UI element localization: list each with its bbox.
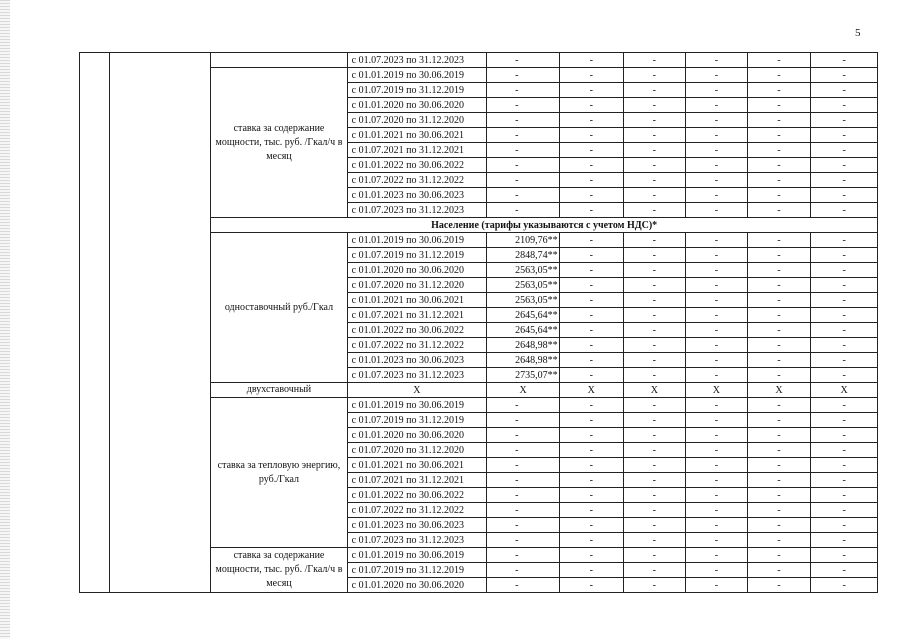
period-cell: с 01.07.2020 по 31.12.2020 bbox=[347, 113, 486, 128]
value-cell: - bbox=[811, 563, 878, 578]
value-cell: - bbox=[686, 323, 748, 338]
value-cell: - bbox=[747, 353, 811, 368]
value-cell: - bbox=[686, 203, 748, 218]
value-cell: 2109,76** bbox=[487, 233, 560, 248]
period-cell: с 01.01.2019 по 30.06.2019 bbox=[347, 233, 486, 248]
value-cell: - bbox=[623, 428, 686, 443]
value-cell: - bbox=[811, 533, 878, 548]
period-cell: с 01.01.2023 по 30.06.2023 bbox=[347, 188, 486, 203]
value-cell: - bbox=[747, 263, 811, 278]
parameter-label: ставка за содержание мощности, тыс. руб. /Гкал/ч в месяц bbox=[211, 548, 347, 593]
period-cell: с 01.07.2023 по 31.12.2023 bbox=[347, 368, 486, 383]
value-cell: - bbox=[811, 488, 878, 503]
value-cell: - bbox=[623, 143, 686, 158]
value-cell: - bbox=[811, 353, 878, 368]
value-cell: - bbox=[559, 548, 623, 563]
value-cell: - bbox=[747, 308, 811, 323]
value-cell: - bbox=[747, 143, 811, 158]
value-cell: - bbox=[487, 53, 560, 68]
value-cell: - bbox=[623, 68, 686, 83]
value-cell: - bbox=[559, 473, 623, 488]
value-cell: - bbox=[623, 368, 686, 383]
value-cell: - bbox=[811, 398, 878, 413]
value-cell: - bbox=[747, 188, 811, 203]
value-cell: - bbox=[559, 83, 623, 98]
period-cell: с 01.01.2019 по 30.06.2019 bbox=[347, 68, 486, 83]
value-cell: - bbox=[811, 173, 878, 188]
value-cell: - bbox=[623, 53, 686, 68]
value-cell: - bbox=[811, 143, 878, 158]
value-cell: - bbox=[811, 68, 878, 83]
period-cell: с 01.01.2022 по 30.06.2022 bbox=[347, 323, 486, 338]
value-cell: - bbox=[811, 83, 878, 98]
value-cell: - bbox=[559, 263, 623, 278]
value-cell: - bbox=[487, 458, 560, 473]
period-cell: с 01.01.2019 по 30.06.2019 bbox=[347, 548, 486, 563]
value-cell: - bbox=[747, 53, 811, 68]
value-cell: - bbox=[747, 398, 811, 413]
value-cell: - bbox=[811, 503, 878, 518]
value-cell: - bbox=[686, 443, 748, 458]
period-cell: с 01.01.2021 по 30.06.2021 bbox=[347, 458, 486, 473]
value-cell: - bbox=[686, 473, 748, 488]
value-cell: - bbox=[811, 368, 878, 383]
value-cell: - bbox=[747, 158, 811, 173]
value-cell: - bbox=[559, 173, 623, 188]
value-cell: 2563,05** bbox=[487, 278, 560, 293]
value-cell: 2848,74** bbox=[487, 248, 560, 263]
value-cell: - bbox=[623, 278, 686, 293]
period-cell: с 01.07.2021 по 31.12.2021 bbox=[347, 143, 486, 158]
value-cell: - bbox=[811, 578, 878, 593]
value-cell: - bbox=[559, 443, 623, 458]
value-cell: - bbox=[686, 188, 748, 203]
value-cell: - bbox=[811, 53, 878, 68]
value-cell: - bbox=[559, 488, 623, 503]
value-cell: - bbox=[487, 98, 560, 113]
value-cell: - bbox=[811, 428, 878, 443]
period-cell: с 01.07.2019 по 31.12.2019 bbox=[347, 563, 486, 578]
period-cell: с 01.01.2023 по 30.06.2023 bbox=[347, 518, 486, 533]
value-cell: - bbox=[487, 158, 560, 173]
value-cell: - bbox=[686, 563, 748, 578]
value-cell: - bbox=[487, 128, 560, 143]
value-cell: - bbox=[747, 203, 811, 218]
value-cell: - bbox=[559, 113, 623, 128]
period-cell: с 01.01.2022 по 30.06.2022 bbox=[347, 158, 486, 173]
value-cell: - bbox=[623, 443, 686, 458]
value-cell: - bbox=[747, 233, 811, 248]
value-cell: X bbox=[559, 383, 623, 398]
value-cell: - bbox=[559, 308, 623, 323]
value-cell: 2735,07** bbox=[487, 368, 560, 383]
table-body bbox=[80, 53, 878, 593]
period-cell: с 01.01.2020 по 30.06.2020 bbox=[347, 263, 486, 278]
value-cell: - bbox=[686, 398, 748, 413]
period-cell: с 01.01.2020 по 30.06.2020 bbox=[347, 428, 486, 443]
value-cell: - bbox=[747, 98, 811, 113]
value-cell: - bbox=[686, 158, 748, 173]
value-cell: 2563,05** bbox=[487, 293, 560, 308]
value-cell: - bbox=[623, 398, 686, 413]
period-cell: с 01.01.2022 по 30.06.2022 bbox=[347, 488, 486, 503]
value-cell: - bbox=[811, 323, 878, 338]
parameter-label: ставка за содержание мощности, тыс. руб. /Гкал/ч в месяц bbox=[211, 68, 347, 218]
value-cell: - bbox=[747, 173, 811, 188]
value-cell: - bbox=[811, 113, 878, 128]
value-cell: - bbox=[747, 458, 811, 473]
value-cell: - bbox=[686, 413, 748, 428]
value-cell: - bbox=[559, 323, 623, 338]
value-cell: - bbox=[559, 188, 623, 203]
value-cell: X bbox=[811, 383, 878, 398]
value-cell: - bbox=[686, 128, 748, 143]
value-cell: - bbox=[747, 338, 811, 353]
value-cell: - bbox=[559, 503, 623, 518]
value-cell: - bbox=[487, 533, 560, 548]
value-cell: - bbox=[623, 488, 686, 503]
value-cell: - bbox=[747, 533, 811, 548]
value-cell: - bbox=[623, 473, 686, 488]
value-cell: - bbox=[811, 278, 878, 293]
value-cell: - bbox=[487, 413, 560, 428]
period-cell: с 01.01.2020 по 30.06.2020 bbox=[347, 98, 486, 113]
value-cell: - bbox=[747, 503, 811, 518]
value-cell: - bbox=[747, 323, 811, 338]
period-cell: с 01.07.2022 по 31.12.2022 bbox=[347, 503, 486, 518]
period-cell: с 01.07.2020 по 31.12.2020 bbox=[347, 278, 486, 293]
value-cell: - bbox=[487, 578, 560, 593]
value-cell: - bbox=[747, 113, 811, 128]
value-cell: - bbox=[487, 503, 560, 518]
value-cell: - bbox=[686, 488, 748, 503]
value-cell: 2645,64** bbox=[487, 323, 560, 338]
value-cell: - bbox=[747, 548, 811, 563]
value-cell: - bbox=[686, 548, 748, 563]
value-cell: - bbox=[686, 278, 748, 293]
value-cell: - bbox=[559, 293, 623, 308]
value-cell: - bbox=[747, 443, 811, 458]
value-cell: - bbox=[559, 203, 623, 218]
value-cell: - bbox=[487, 398, 560, 413]
value-cell: - bbox=[811, 233, 878, 248]
value-cell: - bbox=[623, 503, 686, 518]
value-cell: - bbox=[623, 563, 686, 578]
value-cell: - bbox=[747, 563, 811, 578]
organization-column bbox=[109, 53, 211, 593]
value-cell: - bbox=[487, 518, 560, 533]
value-cell: - bbox=[747, 83, 811, 98]
value-cell: - bbox=[559, 143, 623, 158]
value-cell: - bbox=[559, 53, 623, 68]
value-cell: X bbox=[487, 383, 560, 398]
value-cell: - bbox=[811, 203, 878, 218]
value-cell: - bbox=[686, 338, 748, 353]
period-cell: с 01.07.2021 по 31.12.2021 bbox=[347, 308, 486, 323]
section-title: Население (тарифы указываются с учетом НДС)* bbox=[211, 218, 878, 233]
value-cell: - bbox=[811, 458, 878, 473]
value-cell: - bbox=[811, 338, 878, 353]
value-cell: - bbox=[686, 83, 748, 98]
value-cell: - bbox=[623, 353, 686, 368]
value-cell: 2648,98** bbox=[487, 338, 560, 353]
period-cell: с 01.07.2022 по 31.12.2022 bbox=[347, 173, 486, 188]
value-cell: - bbox=[559, 578, 623, 593]
period-cell: с 01.07.2019 по 31.12.2019 bbox=[347, 83, 486, 98]
value-cell: - bbox=[487, 68, 560, 83]
value-cell: - bbox=[559, 338, 623, 353]
value-cell: - bbox=[811, 293, 878, 308]
value-cell: - bbox=[811, 158, 878, 173]
period-cell: с 01.07.2020 по 31.12.2020 bbox=[347, 443, 486, 458]
value-cell: - bbox=[559, 158, 623, 173]
parameter-label: двухставочный bbox=[211, 383, 347, 398]
value-cell: - bbox=[559, 248, 623, 263]
value-cell: - bbox=[623, 518, 686, 533]
value-cell: - bbox=[686, 233, 748, 248]
value-cell: - bbox=[559, 413, 623, 428]
scan-edge bbox=[0, 0, 10, 639]
table-row bbox=[80, 53, 878, 68]
value-cell: - bbox=[747, 278, 811, 293]
value-cell: X bbox=[623, 383, 686, 398]
value-cell: - bbox=[623, 338, 686, 353]
value-cell: 2645,64** bbox=[487, 308, 560, 323]
value-cell: - bbox=[623, 128, 686, 143]
value-cell: - bbox=[811, 98, 878, 113]
value-cell: - bbox=[747, 518, 811, 533]
value-cell: - bbox=[559, 233, 623, 248]
page-number: 5 bbox=[855, 27, 861, 39]
value-cell: - bbox=[487, 428, 560, 443]
value-cell: - bbox=[487, 188, 560, 203]
value-cell: - bbox=[623, 188, 686, 203]
value-cell: - bbox=[487, 548, 560, 563]
value-cell: - bbox=[559, 368, 623, 383]
value-cell: - bbox=[686, 173, 748, 188]
value-cell: - bbox=[747, 473, 811, 488]
value-cell: - bbox=[686, 53, 748, 68]
value-cell: - bbox=[686, 578, 748, 593]
value-cell: - bbox=[623, 548, 686, 563]
value-cell: - bbox=[623, 248, 686, 263]
parameter-label bbox=[211, 53, 347, 68]
period-cell: с 01.01.2021 по 30.06.2021 bbox=[347, 293, 486, 308]
value-cell: - bbox=[811, 548, 878, 563]
value-cell: - bbox=[559, 458, 623, 473]
value-cell: - bbox=[686, 113, 748, 128]
value-cell: - bbox=[623, 158, 686, 173]
value-cell: - bbox=[747, 368, 811, 383]
value-cell: - bbox=[747, 68, 811, 83]
value-cell: - bbox=[747, 488, 811, 503]
parameter-label: ставка за тепловую энергию, руб./Гкал bbox=[211, 398, 347, 548]
value-cell: - bbox=[623, 263, 686, 278]
value-cell: - bbox=[487, 443, 560, 458]
value-cell: - bbox=[811, 248, 878, 263]
value-cell: - bbox=[487, 203, 560, 218]
value-cell: - bbox=[686, 533, 748, 548]
value-cell: - bbox=[559, 278, 623, 293]
value-cell: - bbox=[686, 98, 748, 113]
value-cell: - bbox=[559, 98, 623, 113]
value-cell: - bbox=[686, 503, 748, 518]
value-cell: - bbox=[686, 308, 748, 323]
value-cell: - bbox=[686, 263, 748, 278]
value-cell: - bbox=[623, 533, 686, 548]
value-cell: - bbox=[686, 368, 748, 383]
value-cell: - bbox=[623, 413, 686, 428]
value-cell: - bbox=[559, 128, 623, 143]
period-cell: с 01.07.2019 по 31.12.2019 bbox=[347, 248, 486, 263]
value-cell: - bbox=[811, 263, 878, 278]
value-cell: - bbox=[747, 578, 811, 593]
period-cell: с 01.07.2021 по 31.12.2021 bbox=[347, 473, 486, 488]
value-cell: - bbox=[747, 128, 811, 143]
value-cell: - bbox=[686, 458, 748, 473]
value-cell: - bbox=[623, 323, 686, 338]
value-cell: X bbox=[747, 383, 811, 398]
value-cell: - bbox=[686, 518, 748, 533]
value-cell: - bbox=[623, 458, 686, 473]
value-cell: - bbox=[686, 143, 748, 158]
value-cell: - bbox=[747, 248, 811, 263]
value-cell: - bbox=[747, 428, 811, 443]
value-cell: 2648,98** bbox=[487, 353, 560, 368]
period-cell: X bbox=[347, 383, 486, 398]
value-cell: - bbox=[811, 473, 878, 488]
value-cell: - bbox=[623, 308, 686, 323]
tariff-table bbox=[79, 52, 878, 593]
value-cell: - bbox=[487, 143, 560, 158]
value-cell: - bbox=[811, 308, 878, 323]
value-cell: - bbox=[487, 488, 560, 503]
period-cell: с 01.01.2019 по 30.06.2019 bbox=[347, 398, 486, 413]
value-cell: - bbox=[559, 68, 623, 83]
value-cell: - bbox=[623, 173, 686, 188]
value-cell: - bbox=[487, 113, 560, 128]
value-cell: 2563,05** bbox=[487, 263, 560, 278]
parameter-label: одноставочный руб./Гкал bbox=[211, 233, 347, 383]
value-cell: - bbox=[559, 428, 623, 443]
value-cell: - bbox=[559, 398, 623, 413]
value-cell: - bbox=[623, 98, 686, 113]
value-cell: - bbox=[487, 83, 560, 98]
value-cell: - bbox=[623, 203, 686, 218]
period-cell: с 01.01.2020 по 30.06.2020 bbox=[347, 578, 486, 593]
value-cell: - bbox=[811, 518, 878, 533]
value-cell: - bbox=[747, 293, 811, 308]
value-cell: - bbox=[487, 173, 560, 188]
period-cell: с 01.07.2023 по 31.12.2023 bbox=[347, 533, 486, 548]
value-cell: - bbox=[686, 428, 748, 443]
period-cell: с 01.01.2021 по 30.06.2021 bbox=[347, 128, 486, 143]
value-cell: - bbox=[811, 188, 878, 203]
value-cell: - bbox=[811, 443, 878, 458]
value-cell: - bbox=[747, 413, 811, 428]
value-cell: - bbox=[686, 353, 748, 368]
value-cell: - bbox=[686, 293, 748, 308]
value-cell: - bbox=[559, 533, 623, 548]
period-cell: с 01.07.2023 по 31.12.2023 bbox=[347, 53, 486, 68]
value-cell: - bbox=[559, 353, 623, 368]
value-cell: X bbox=[686, 383, 748, 398]
value-cell: - bbox=[623, 113, 686, 128]
value-cell: - bbox=[487, 473, 560, 488]
value-cell: - bbox=[811, 413, 878, 428]
value-cell: - bbox=[487, 563, 560, 578]
value-cell: - bbox=[559, 563, 623, 578]
value-cell: - bbox=[623, 578, 686, 593]
period-cell: с 01.07.2023 по 31.12.2023 bbox=[347, 203, 486, 218]
period-cell: с 01.01.2023 по 30.06.2023 bbox=[347, 353, 486, 368]
value-cell: - bbox=[623, 83, 686, 98]
value-cell: - bbox=[811, 128, 878, 143]
value-cell: - bbox=[623, 293, 686, 308]
value-cell: - bbox=[623, 233, 686, 248]
value-cell: - bbox=[559, 518, 623, 533]
period-cell: с 01.07.2022 по 31.12.2022 bbox=[347, 338, 486, 353]
value-cell: - bbox=[686, 68, 748, 83]
period-cell: с 01.07.2019 по 31.12.2019 bbox=[347, 413, 486, 428]
value-cell: - bbox=[686, 248, 748, 263]
number-column bbox=[80, 53, 110, 593]
